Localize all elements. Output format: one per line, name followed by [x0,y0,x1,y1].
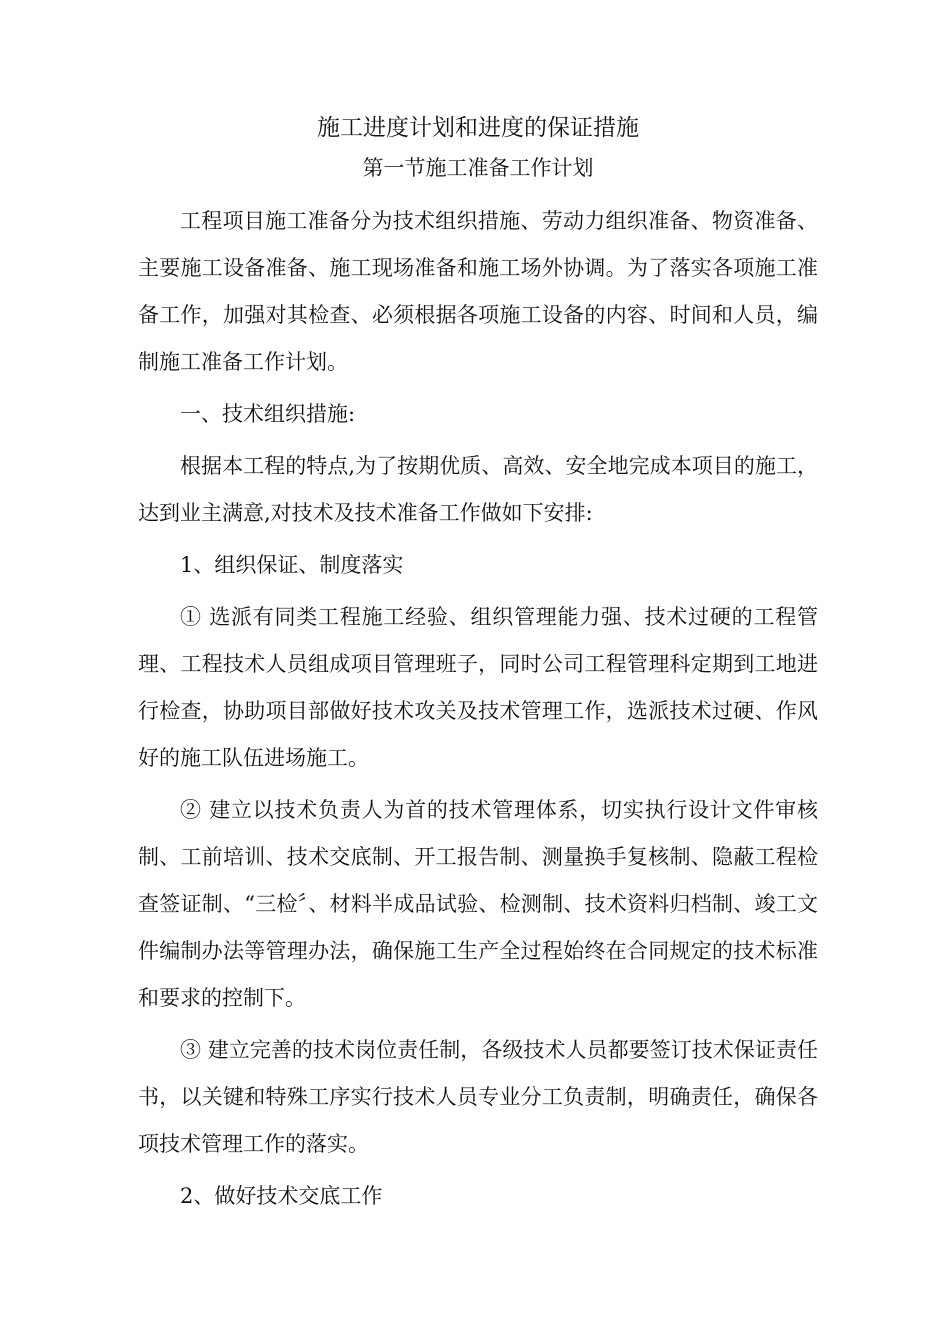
paragraph-item-2: ② 建立以技术负责人为首的技术管理体系，切实执行设计文件审核制、工前培训、技术交底制、开工报告制、测量换手复核制、隐蔽工程检查签证制、“三检〞、材料半成品试验、检测制、技术资料归档制、竣工文件编制办法等管理办法，确保施工生产全过程始终在合同规定的技术标准和要求的控制下。 [138,798,818,1010]
paragraph-item-1: ① 选派有同类工程施工经验、组织管理能力强、技术过硬的工程管理、工程技术人员组成项目管理班子，同时公司工程管理科定期到工地进行检查，协助项目部做好技术攻关及技术管理工作，选派技术过硬、作风好的施工队伍进场施工。 [138,605,818,770]
paragraph-item-3: ③ 建立完善的技术岗位责任制，各级技术人员都要签订技术保证责任书，以关键和特殊工序实行技术人员专业分工负责制，明确责任，确保各项技术管理工作的落实。 [138,1038,818,1156]
document-body [138,108,818,1225]
paragraph-project-features: 根据本工程的特点,为了按期优质、高效、安全地完成本项目的施工，达到业主满意,对技术及技术准备工作做如下安排: [138,454,818,525]
heading-organization-guarantee: 1、组织保证、制度落实 [180,553,404,577]
paragraph-intro: 工程项目施工准备分为技术组织措施、劳动力组织准备、物资准备、主要施工设备准备、施工现场准备和施工场外协调。为了落实各项施工准备工作，加强对其检查、必须根据各项施工设备的内容、时间和人员，编制施工准备工作计划。 [138,209,818,374]
heading-technical-briefing: 2、做好技术交底工作 [180,1184,383,1208]
section-title: 第一节施工准备工作计划 [362,156,594,180]
document-title: 施工进度计划和进度的保证措施 [317,115,639,141]
heading-technical-measures: 一、技术组织措施: [180,402,356,426]
